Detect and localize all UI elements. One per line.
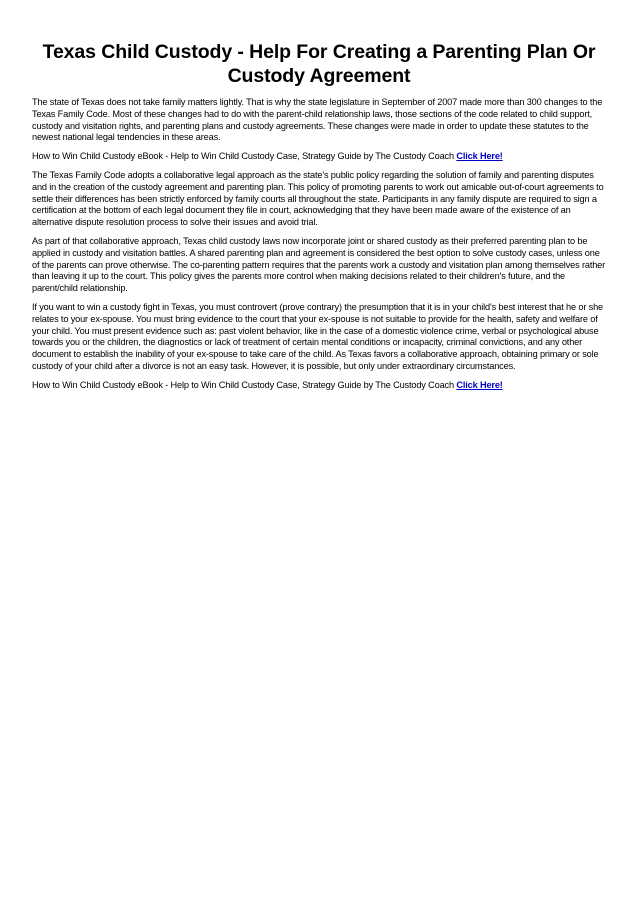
promo-line-top: [32, 151, 606, 163]
promo-text: How to Win Child Custody eBook - Help to Win Child Custody Case, Strategy Guide by The Custody Coach: [32, 151, 454, 162]
paragraph-win-custody: If you want to win a custody fight in Texas, you must controvert (prove contrary) the presumption that it is in your child's best interest that he or she relates to your ex-spouse. You must bring evidence to the court that your ex-spouse is not suitable to provide for the health, safety and welfare of your child. You must present evidence such as: past violent behavior, like in the case of a domestic violence crime, verbal or psychological abuse towards you or the children, the diagnostics or lack of treatment of certain mental conditions or incapacity, criminal convictions, and any other document to establish the inability of your ex-spouse to take care of the child. As Texas favors a collaborative approach, obtaining primary or sole custody of your child after a divorce is not an easy task. However, it is possible, but only under extraordinary circumstances.: [32, 301, 604, 371]
page-title: Texas Child Custody - Help For Creating a Parenting Plan Or Custody Agreement: [42, 41, 596, 87]
promo-text: How to Win Child Custody eBook - Help to Win Child Custody Case, Strategy Guide by The Custody Coach: [32, 379, 454, 390]
click-here-link[interactable]: Click Here!: [456, 379, 503, 390]
promo-line-bottom: [32, 380, 606, 392]
paragraph-family-code: The Texas Family Code adopts a collaborative legal approach as the state's public policy regarding the solution of family and parenting disputes and in the creation of the custody agreement and parenting plan. This policy of promoting parents to work out amicable out-of-court agreements to settle their differences has been strictly enforced by family courts all throughout the state. Participants in any family dispute are required to sign a certification at the bottom of each legal document they file in court, acknowledging that they have been made aware of the existence of an alternative dispute resolution process to solve their issues and avoid trial.: [32, 169, 604, 228]
paragraph-shared-custody: As part of that collaborative approach, Texas child custody laws now incorporate joint or shared custody as their preferred parenting plan to be applied in custody and visitation battles. A shared parenting plan and agreement is considered the best option to solve custody cases, unless one of the parents can prove otherwise. The co-parenting pattern requires that the parents work a custody and visitation plan among themselves rather than leaving it up to the court. This policy gives the parents more control when making decisions related to their children's future, and the parent/child relationship.: [32, 235, 606, 294]
paragraph-intro: The state of Texas does not take family matters lightly. That is why the state legislature in September of 2007 made more than 300 changes to the Texas Family Code. Most of these changes had to do with the parent-child relationship laws, those sections of the code related to child support, custody and visitation rights, and parenting plans and custody agreements. These changes were made in order to update these statutes to the newest national legal tendencies in these areas.: [32, 97, 603, 143]
click-here-link[interactable]: Click Here!: [456, 151, 503, 162]
